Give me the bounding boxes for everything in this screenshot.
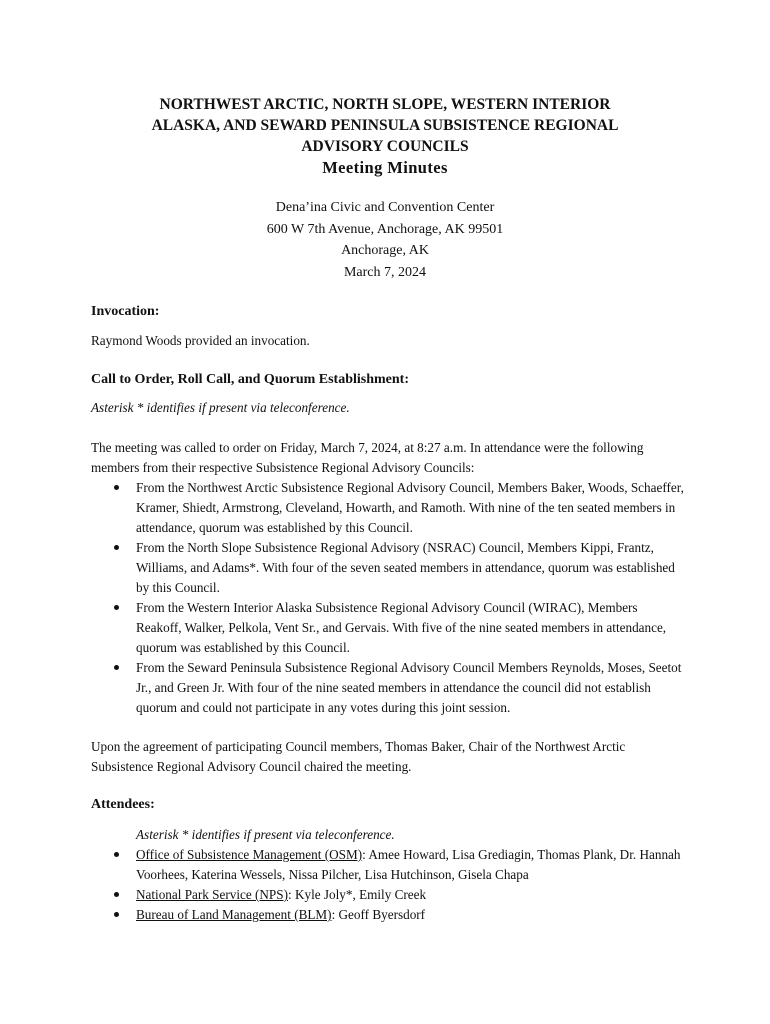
agency-name: National Park Service (NPS) bbox=[136, 887, 288, 902]
bullet-icon bbox=[114, 485, 119, 490]
title-line: NORTHWEST ARCTIC, NORTH SLOPE, WESTERN INTERIOR bbox=[159, 96, 611, 113]
title-line: ALASKA, AND SEWARD PENINSULA SUBSISTENCE REGIONAL bbox=[151, 117, 619, 134]
list-item bbox=[91, 478, 686, 538]
bullet-icon bbox=[114, 605, 119, 610]
agency-attendees: : Amee Howard, Lisa Grediagin, Thomas Plank, Dr. Hannah Voorhees, Katerina Wessels, Nissa Pilcher, Lisa Hutchinson, Gisela Chapa bbox=[136, 847, 681, 882]
list-item bbox=[91, 845, 686, 885]
attendees-list bbox=[91, 845, 686, 925]
agency-name: Bureau of Land Management (BLM) bbox=[136, 907, 332, 922]
bullet-icon bbox=[114, 852, 119, 857]
bullet-icon bbox=[114, 665, 119, 670]
meeting-date: March 7, 2024 bbox=[343, 264, 427, 280]
attendees-heading: Attendees: bbox=[91, 797, 155, 812]
council-attendance-list bbox=[91, 478, 686, 718]
list-item-text: From the Western Interior Alaska Subsistence Regional Advisory Council (WIRAC), Members Reakoff, Walker, Pelkola, Vent Sr., and Gervais. With five of the nine seated members in attendance, quorum was established by this Council. bbox=[136, 600, 667, 655]
venue-city: Anchorage, AK bbox=[341, 243, 429, 258]
agency-attendees: : Geoff Byersdorf bbox=[331, 907, 426, 922]
invocation-heading: Invocation: bbox=[91, 304, 160, 319]
call-to-order-intro: The meeting was called to order on Friday, March 7, 2024, at 8:27 a.m. In attendance were the following members from their respective Subsistence Regional Advisory Councils: bbox=[91, 440, 644, 475]
venue-name: Dena’ina Civic and Convention Center bbox=[275, 200, 495, 215]
list-item-text: From the North Slope Subsistence Regional Advisory (NSRAC) Council, Members Kippi, Frantz, Williams, and Adams*. With four of the seven seated members in attendance, quorum was established by this Council. bbox=[136, 540, 675, 595]
document-subtitle: Meeting Minutes bbox=[322, 158, 448, 177]
bullet-icon bbox=[114, 912, 119, 917]
attendees-teleconference-note: Asterisk * identifies if present via teleconference. bbox=[136, 827, 395, 842]
document-title bbox=[0, 94, 770, 178]
venue-street: 600 W 7th Avenue, Anchorage, AK 99501 bbox=[266, 221, 504, 237]
list-item bbox=[91, 538, 686, 598]
agency-attendees: : Kyle Joly*, Emily Creek bbox=[288, 887, 427, 902]
agency-name: Office of Subsistence Management (OSM) bbox=[136, 847, 363, 862]
list-item-text: From the Seward Peninsula Subsistence Regional Advisory Council Members Reynolds, Moses, Seetot Jr., and Green Jr. With four of the nine seated members in attendance the council did not establish quorum and could not participate in any votes during this joint session. bbox=[136, 660, 682, 715]
list-item bbox=[91, 885, 686, 905]
list-item-text: From the Northwest Arctic Subsistence Regional Advisory Council, Members Baker, Woods, Schaeffer, Kramer, Shiedt, Armstrong, Cleveland, Howarth, and Ramoth. With nine of the ten seated members in attendance, quorum was established by this Council. bbox=[136, 480, 684, 535]
title-line: ADVISORY COUNCILS bbox=[301, 138, 469, 155]
list-item bbox=[91, 658, 686, 718]
invocation-text: Raymond Woods provided an invocation. bbox=[91, 333, 310, 348]
list-item bbox=[91, 905, 686, 925]
meeting-location bbox=[0, 197, 770, 283]
teleconference-note: Asterisk * identifies if present via teleconference. bbox=[91, 400, 350, 415]
call-to-order-heading: Call to Order, Roll Call, and Quorum Establishment: bbox=[91, 372, 410, 387]
bullet-icon bbox=[114, 892, 119, 897]
list-item bbox=[91, 598, 686, 658]
chair-paragraph: Upon the agreement of participating Council members, Thomas Baker, Chair of the Northwest Arctic Subsistence Regional Advisory Council chaired the meeting. bbox=[91, 739, 626, 774]
bullet-icon bbox=[114, 545, 119, 550]
